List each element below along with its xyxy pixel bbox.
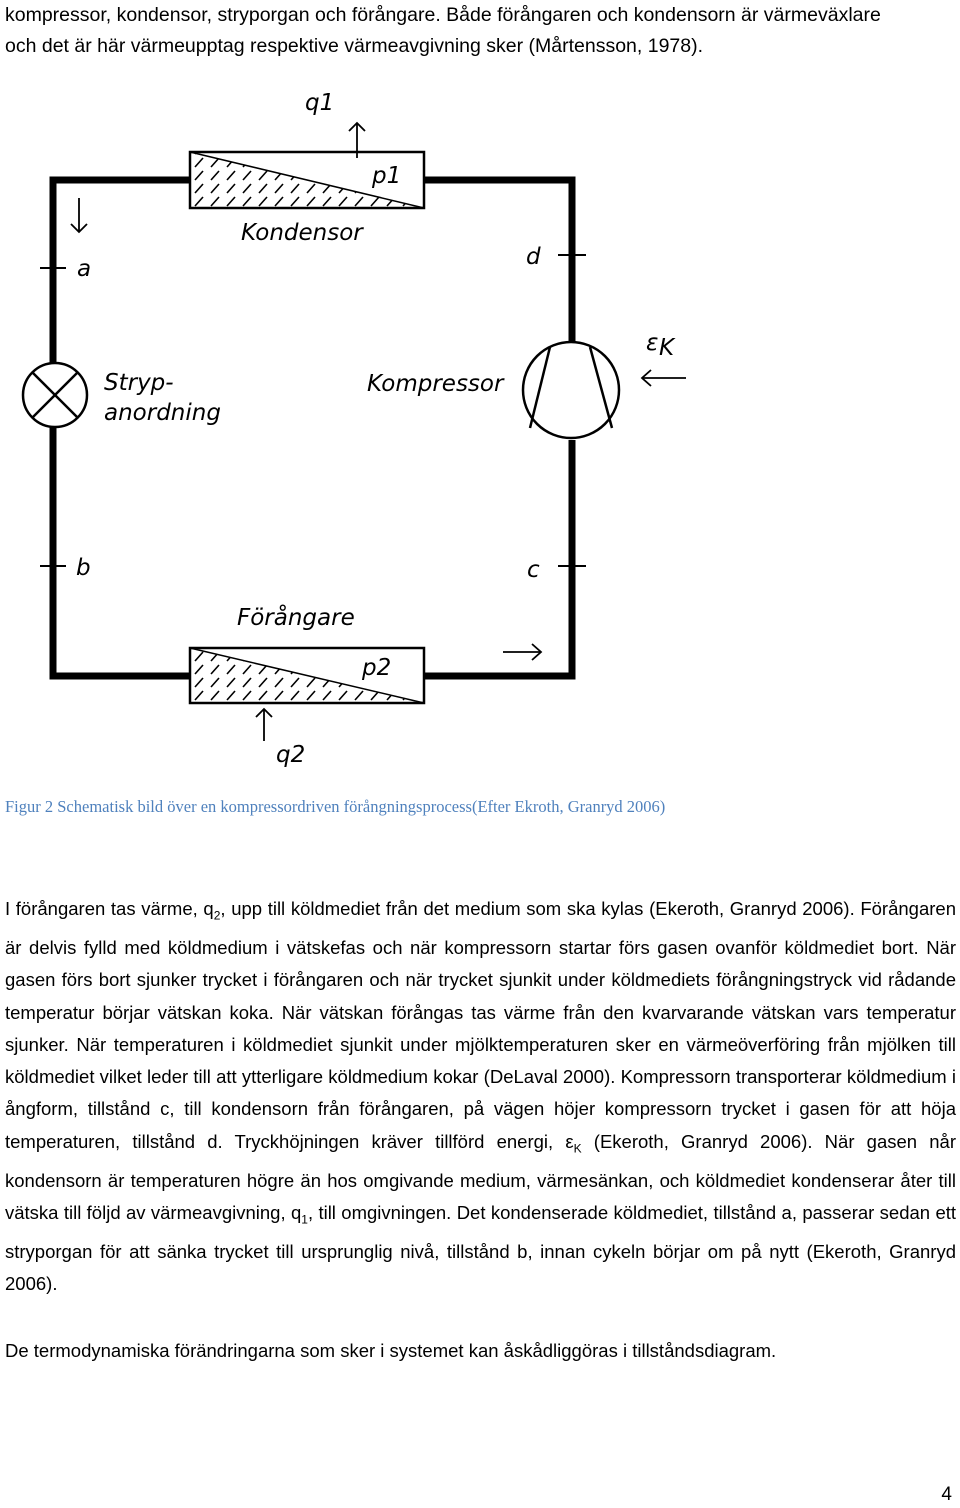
intro-text [5, 0, 955, 62]
label-epsilon-sub: K [659, 335, 675, 361]
intro-line-1: kompressor, kondensor, stryporgan och förångare. Både förångaren och kondensorn är värmeväxlare [5, 4, 881, 26]
arrow-epsilon-left-icon [642, 370, 686, 386]
p1-epsilon-subscript: K [573, 1141, 582, 1156]
refrigeration-cycle-diagram [0, 80, 960, 780]
label-throttle-line1: Stryp- [104, 370, 174, 396]
p1-intro: I förångaren tas värme, q [5, 898, 214, 919]
label-compressor: Kompressor [367, 371, 504, 397]
intro-line-2: och det är här värmeupptag respektive värmeavgivning sker (Mårtensson, 1978). [5, 35, 704, 57]
compressor-symbol [523, 342, 619, 438]
arrow-c-right-icon [503, 644, 541, 660]
label-state-a: a [77, 256, 92, 282]
label-state-b: b [76, 555, 91, 581]
label-condenser: Kondensor [241, 220, 363, 246]
label-q2: q2 [276, 742, 306, 768]
label-epsilon: ε [646, 330, 659, 356]
p1-part3: (Ekeroth, Granryd 2006). När gasen når kondensorn är temperaturen högre än hos omgivande medium, värmesänkan, och köldmediet kondenserar åter till vätska till följd av värmeavgivning, q [5, 1130, 956, 1224]
label-q1: q1 [305, 90, 335, 116]
label-p1: p1 [372, 163, 402, 189]
page-number: 4 [941, 1484, 952, 1505]
arrow-a-down-icon [71, 198, 87, 232]
label-p2: p2 [362, 655, 392, 681]
label-evaporator: Förångare [237, 605, 355, 631]
p1-q2-subscript: 2 [213, 908, 221, 923]
body-paragraph-2: De termodynamiska förändringarna som sker i systemet kan åskådliggöras i tillståndsdiagram. [5, 1340, 777, 1361]
figure-caption: Figur 2 Schematisk bild över en kompressordriven förångningsprocess(Efter Ekroth, Granryd 2006) [5, 797, 666, 816]
body-paragraph-1 [5, 893, 956, 1301]
arrow-q2-up-icon [256, 709, 272, 741]
label-throttle-line2: anordning [104, 400, 221, 426]
label-state-c: c [527, 557, 540, 583]
p1-part4: , till omgivningen. Det kondenserade köldmediet, tillstånd a, passerar sedan ett stryporgan för att sänka trycket till ursprunglig nivå, tillstånd b, innan cykeln börjar om på nytt (Ekeroth, Granryd 2006). [5, 1202, 957, 1295]
label-state-d: d [526, 244, 541, 270]
throttle-valve-symbol [23, 363, 87, 427]
p1-part2: , upp till köldmediet från det medium som ska kylas (Ekeroth, Granryd 2006). Förångaren är delvis fylld med köldmedium i vätskefas och när kompressorn startar förs gasen ovanför köldmediet bort. När gasen förs bort sjunker trycket i förångaren och när trycket sjunkit under köldmediets förångningstryck vid rådande temperatur börjar vätskan koka. När vätskan förångas tas värme från den kvarvarande vätskan vars temperatur sjunker. När temperaturen i köldmediet sjunkit under mjölktemperaturen sker en värmeöverföring från mjölken till köldmediet vilket leder till att ytterligare köldmedium kokar (DeLaval 2000). Kompressorn transporterar köldmedium i ångform, tillstånd c, till kondensorn från förångaren, på vägen höjer kompressorn trycket i gasen för att höja temperaturen, tillstånd d. Tryckhöjningen kräver tillförd energi, ε [5, 898, 956, 1152]
p1-q1-subscript: 1 [301, 1212, 308, 1227]
